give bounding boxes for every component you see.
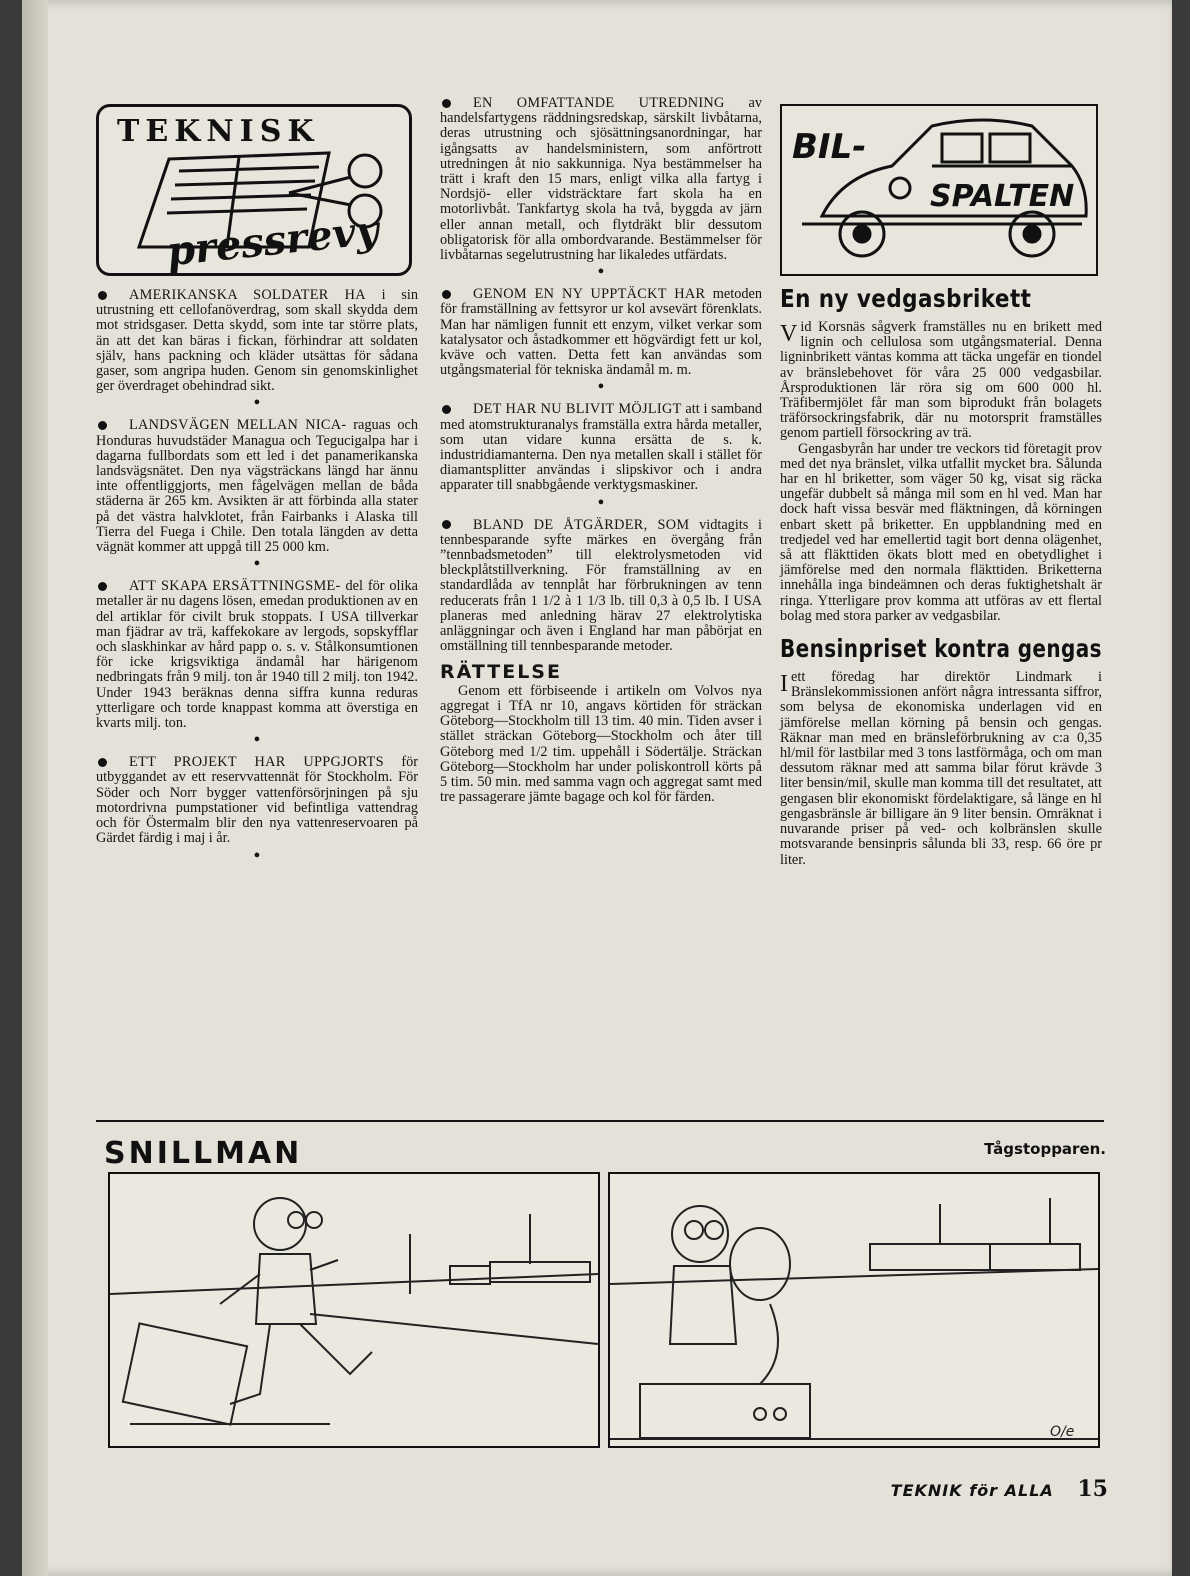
news-lead: LANDSVÄGEN MELLAN NICA- xyxy=(129,417,347,434)
article-vedgas-p2: Gengasbyrån har under tre veckors tid företagit prov med det nya bränslet, vilka utfallit mycket bra. Sålunda har en hl briketter, som väger 50 kg, visat sig räcka ungefär dubbelt så många mil som en hl ved. Man har dock haft vissa besvär med fläktningen, då körningen enbart skett på briketter. En uppblandning med en tredjedel ved har emellertid tagit bort denna olägenhet, så att fläkttiden ökats blott med en obetydlighet i jämförelse med den normala fläkttiden. Briketterna innehålla inga bindeämnen och deras fuktighetshalt är ringa. Ytterligare prov komma att utföras av ett flertal bolag med stora parker av vedgasbilar. xyxy=(780,440,1102,624)
news-text: raguas och Honduras huvudstäder Managua och Tegucigalpa har i dagarna fullbordats som ett led i det panamerikanska landsvägsnätet. Den nya vägsträckans längd har ännu inte offentliggjorts, men fågelvägen mellan de båda städerna är 265 km. Avsikten är att förbinda alla stater på det västra halvklotet, från Fairbanks i Alaska till Tierra del Fuega i Chile. Den totala längden av detta vägnät kommer att uppgå till 25 000 km. xyxy=(96,417,418,556)
comic-panel-1 xyxy=(108,1172,600,1448)
article-vedgas-headline: En ny vedgasbrikett xyxy=(780,284,1032,313)
news-lead: DET HAR NU BLIVIT MÖJLIGT xyxy=(473,401,682,418)
column-middle xyxy=(440,96,762,805)
news-text: metoden för framställning av fettsyror ur kol avsevärt förenklats. Man har nämligen funnit ett enzym, vilket verkar som katalysator och åstadkommer ett högvärdigt fett ur kol, kväve och vatten. Detta fett kan användas som utgångsmaterial för tekniska ändamål m. m. xyxy=(440,286,762,379)
bullet-icon xyxy=(442,405,451,414)
separator-star-icon: ● xyxy=(253,848,261,861)
news-item-metaller xyxy=(440,402,762,493)
news-lead: EN OMFATTANDE UTREDNING xyxy=(473,95,725,111)
comic-title: SNILLMAN xyxy=(104,1136,303,1171)
article-bensin-p1 xyxy=(780,670,1102,868)
column-right xyxy=(780,100,1102,868)
dropcap: I xyxy=(780,671,788,698)
separator-star-icon: ● xyxy=(253,396,261,409)
page-footer xyxy=(891,1476,1108,1502)
news-lead: ETT PROJEKT HAR UPPGJORTS xyxy=(129,754,384,771)
news-lead: AMERIKANSKA SOLDATER HA xyxy=(129,287,366,303)
pressrevy-scissors-illustration xyxy=(99,107,409,273)
article-bensin-headline: Bensinpriset kontra gengas xyxy=(780,634,1102,664)
news-text: del för olika metaller är nu dagens lösen, emedan produktionen av en del artiklar för civilt bruk stoppats. I USA tillverkar man fjädrar av trä, kaffekokare av lergods, sopskyfflar och slaskhinkar av hård papp o. s. v. Stålkonsumtionen för icke krigsviktiga ändamål har härigenom nedbringats från 9 milj. ton år 1940 till 2 milj. ton 1942. Under 1943 beräknas denna siffra kunna reduras ytterligare och torde knappast komma att överstiga en kvarts milj. ton. xyxy=(96,578,418,732)
logo-script-word: pressrevy xyxy=(164,206,381,273)
article-vedgas-p1 xyxy=(780,320,1102,442)
news-item-landsvagen xyxy=(96,418,418,555)
publication-name: TEKNIK för ALLA xyxy=(890,1481,1054,1500)
bullet-icon xyxy=(98,421,107,430)
separator-star-icon: ● xyxy=(597,495,605,508)
separator-star-icon: ● xyxy=(253,733,261,746)
comic-caption: Tågstopparen. xyxy=(984,1140,1106,1158)
bullet-icon xyxy=(442,99,451,108)
comic-panel-1-drawing xyxy=(110,1174,598,1446)
separator-star-icon: ● xyxy=(597,265,605,278)
logo-spalten-word: SPALTEN xyxy=(930,179,1075,214)
news-item-utredning xyxy=(440,96,762,263)
page-number: 15 xyxy=(1077,1476,1108,1502)
news-text: av handelsfartygens räddningsredskap, särskilt livbåtarna, deras utrustning och sjösättningsanordningar, har igångsatts av handelsministern, som anförtrott utredningen åt nio sakkunniga. Nya bestämmelser ha trätt i kraft den 15 mars, enligt vilka alla fartyg i Nordsjö- eller vidsträcktare fart skola ha en motorlivbåt. Tankfartyg skola ha två, byggda av järn eller annan metall, och flytdräkt blir dessutom obligatorisk för alla ombordvarande. Bestämmelser för livbåtarnas segelutrustning har likaledes utfärdats. xyxy=(440,95,762,264)
artist-signature: O/e xyxy=(1050,1424,1075,1440)
rattelse-heading: RÄTTELSE xyxy=(440,660,562,683)
news-item-soldater xyxy=(96,288,418,394)
separator-star-icon: ● xyxy=(597,380,605,393)
rattelse-text: Genom ett förbiseende i artikeln om Volvos nya aggregat i TfA nr 10, angavs körtiden för sträckan Göteborg—Stockholm till 13 tim. 40 min. Tiden avser i stället sträckan Göteborg—Stockholm och åter till Göteborg med 1/2 tim. uppehåll i Södertälje. Sträckan Göteborg—Stockholm har under poliskontroll körts på 5 tim. 50 min. med samma vagn och aggregat samt med tre passagerare jämte bagage och kol för färden. xyxy=(440,682,762,806)
news-item-tenn xyxy=(440,518,762,655)
article-vedgas-p1-text: id Korsnäs sågverk framställes nu en brikett med lignin och cellulosa som utgångsmaterial. Denna ligninbrikett väntas komma att täcka ungefär en tiondel av bränslebehovet för våra 25 000 vedgasbilar. Årsproduktionen lär röra sig om 600 000 hl. Träfibermjölet får man som biprodukt från bolagets träförsockringsfabrik, där nu motorsprit framställes genom partiell försockring av trä. xyxy=(780,319,1102,442)
dropcap: V xyxy=(780,321,798,347)
news-lead: ATT SKAPA ERSÄTTNINGSME- xyxy=(129,578,341,595)
page-gutter xyxy=(22,0,48,1576)
separator-star-icon: ● xyxy=(253,557,261,570)
logo-bil-word: BIL- xyxy=(792,127,867,167)
news-lead: GENOM EN NY UPPTÄCKT HAR xyxy=(473,286,706,303)
news-item-ersattning xyxy=(96,579,418,731)
bullet-icon xyxy=(98,291,107,300)
comic-panel-2-drawing xyxy=(610,1174,1098,1446)
bullet-icon xyxy=(442,520,451,529)
bullet-icon xyxy=(442,290,451,299)
bullet-icon xyxy=(98,582,107,591)
news-item-upptackt xyxy=(440,287,762,378)
article-bensin-p1-text: ett föredag har direktör Lindmark i Bränslekommissionen anfört några intressanta siffror, som belysa de ekonomiska underlagen vid en jämförelse mellan körning på bensin och gengas. Räknar man med en bränsleförbrukning av c:a 0,35 hl/mil för lastbilar med 3 tons lastförmåga, och om man dessutom räknar med att samma bilar förut krävde 3 liter bensin/mil, skulle man komma till det resultatet, att gengasen blir ekonomiskt fördelaktigare, så länge en hl gengasbränsle är billigare än 9 liter bensin. Omräknat i nuvarande priser på ved- och kolbränslen skulle motsvarande bensinpris sålunda bli 33, resp. 66 öre pr liter. xyxy=(780,669,1102,868)
logo-top-word: TEKNISK xyxy=(117,114,320,149)
comic-panel-2 xyxy=(608,1172,1100,1448)
news-text: vidtagits i tennbesparande syfte märkes en övergång från ”tennbadsmetoden” till elektrolysmetoden vid bleckplåtstillverkning. För framställning av en standardlåda av tennplåt har förbrukningen av tenn reducerats från 1 1/2 à 1 1/3 lb. till 0,3 à 0,5 lb. I USA planeras med anledning härav 27 elektrolytiska anläggningar och även i England har man påbörjat en omställning till tennbesparande metoder. xyxy=(440,516,763,655)
teknisk-pressrevy-logo xyxy=(96,104,412,276)
column-left xyxy=(96,100,418,871)
news-text: för utbyggandet av ett reservvattennät för Stockholm. För Söder och Norr bygger vattenförsörjningen på sju motordrivna pumpstationer vid befintliga vattendrag och för Östermalm blir den nya vattenreservoaren på Gärdet färdig i maj i år. xyxy=(96,754,418,847)
bullet-icon xyxy=(98,758,107,767)
horizontal-rule xyxy=(96,1120,1104,1122)
news-item-projekt xyxy=(96,755,418,846)
car-illustration xyxy=(782,106,1096,274)
news-lead: BLAND DE ÅTGÄRDER, SOM xyxy=(473,516,690,533)
bilspalten-logo xyxy=(780,104,1098,276)
news-text: att i samband med atomstrukturanalys framställa extra hårda metaller, som utan vidare kunna ersätta de s. k. industridiamanterna. Den nya metallen skall i stället för diamantsplitter användas i slipskivor och i andra apparater till snabbgående verktygsmaskiner. xyxy=(440,401,762,494)
news-text: i sin utrustning ett cellofanöverdrag, som skall skydda dem mot stridsgaser. Detta skydd, som inte tar större plats, än att det kan bäras i fickan, förhindrar att soldaten själv, hans packning och kläder utsättas för sådana gaser, som angripa huden. Genom sin genomskinlighet ger överdraget obehindrad sikt. xyxy=(96,287,418,395)
